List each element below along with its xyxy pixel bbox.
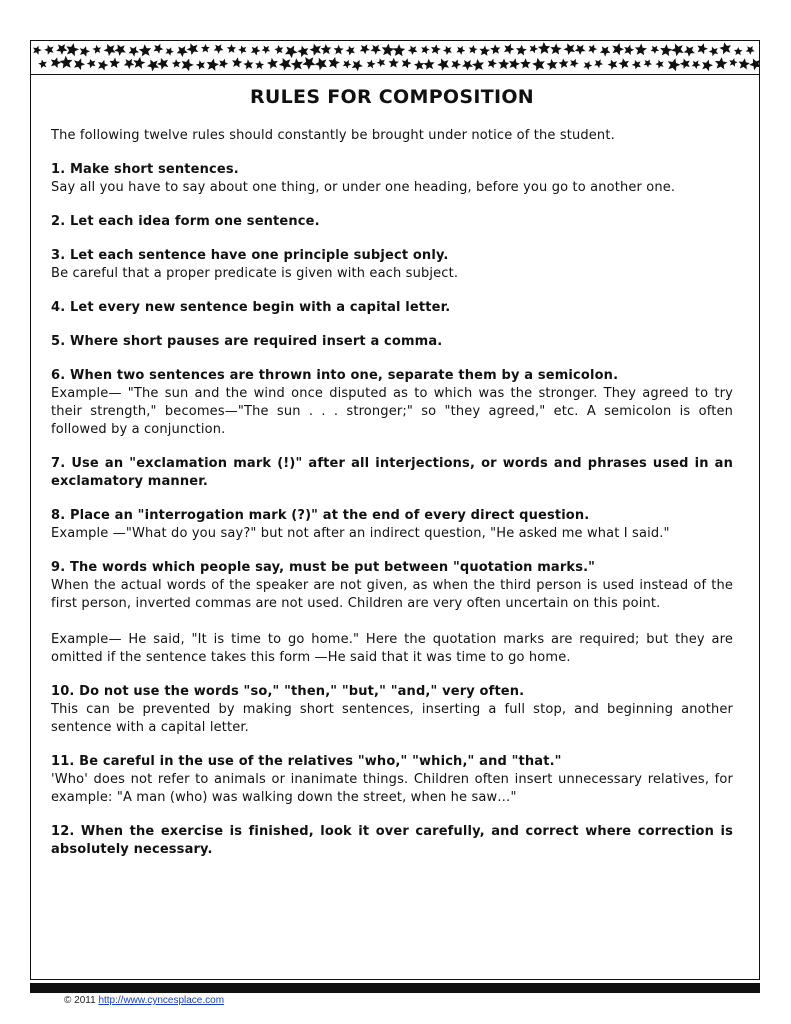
rule-item	[51, 753, 733, 807]
rule-item	[51, 161, 733, 197]
rule-heading: 3. Let each sentence have one principle subject only.	[51, 248, 449, 263]
rule-heading: 4. Let every new sentence begin with a capital letter.	[51, 300, 451, 315]
rule-heading: 11. Be careful in the use of the relatives "who," "which," and "that."	[51, 754, 562, 769]
rule-text: Example— "The sun and the wind once disputed as to which was the stronger. They agreed to try their strength," becomes—"The sun . . . stronger;" so "they agreed," etc. A semicolon is often followed by a conjunction.	[51, 386, 733, 437]
rule-text: 'Who' does not refer to animals or inanimate things. Children often insert unnecessary relatives, for example: "A man (who) was walking down the street, when he saw…"	[51, 772, 733, 805]
rule-item	[51, 333, 733, 351]
rule-item	[51, 213, 733, 231]
website-link[interactable]: http://www.cyncesplace.com	[98, 995, 225, 1006]
rule-heading: 6. When two sentences are thrown into one, separate them by a semicolon.	[51, 368, 619, 383]
rule-text: Example— He said, "It is time to go home." Here the quotation marks are required; but they are omitted if the sentence takes this form —He said that it was time to go home.	[51, 632, 733, 665]
star-border-icon	[31, 41, 759, 75]
rule-item	[51, 299, 733, 317]
rule-heading: 7. Use an "exclamation mark (!)" after all interjections, or words and phrases used in an exclamatory manner.	[51, 456, 733, 489]
rule-heading: 10. Do not use the words "so," "then," "but," "and," very often.	[51, 684, 525, 699]
rule-text: Say all you have to say about one thing, or under one heading, before you go to another one.	[51, 180, 676, 195]
rules-list	[51, 161, 733, 859]
rule-item	[51, 683, 733, 737]
rule-text: When the actual words of the speaker are not given, as when the third person is used instead of the first person, inverted commas are not used. Children are very often uncertain on this point.	[51, 578, 733, 611]
rule-item	[51, 247, 733, 283]
intro-text: The following twelve rules should constantly be brought under notice of the student.	[51, 128, 615, 143]
rule-heading: 9. The words which people say, must be put between "quotation marks."	[51, 560, 596, 575]
rule-item	[51, 367, 733, 439]
rule-heading: 1. Make short sentences.	[51, 162, 239, 177]
rule-heading: 8. Place an "interrogation mark (?)" at the end of every direct question.	[51, 508, 590, 523]
rule-text: This can be prevented by making short sentences, inserting a full stop, and beginning another sentence with a capital letter.	[51, 702, 733, 735]
rule-text: Be careful that a proper predicate is given with each subject.	[51, 266, 459, 281]
rule-heading: 2. Let each idea form one sentence.	[51, 214, 320, 229]
rule-item	[51, 507, 733, 543]
rule-heading: 12. When the exercise is finished, look it over carefully, and correct where correction is absolutely necessary.	[51, 824, 733, 857]
rule-item	[51, 823, 733, 859]
rule-heading: 5. Where short pauses are required insert a comma.	[51, 334, 443, 349]
copyright-text: © 2011	[64, 995, 99, 1006]
page-title: RULES FOR COMPOSITION	[249, 86, 535, 108]
rule-item	[51, 559, 733, 667]
footer	[64, 995, 224, 1006]
rule-text: Example —"What do you say?" but not after an indirect question, "He asked me what I said."	[51, 526, 670, 541]
document-body	[51, 86, 733, 875]
footer-bar	[30, 983, 760, 993]
rule-item	[51, 455, 733, 491]
